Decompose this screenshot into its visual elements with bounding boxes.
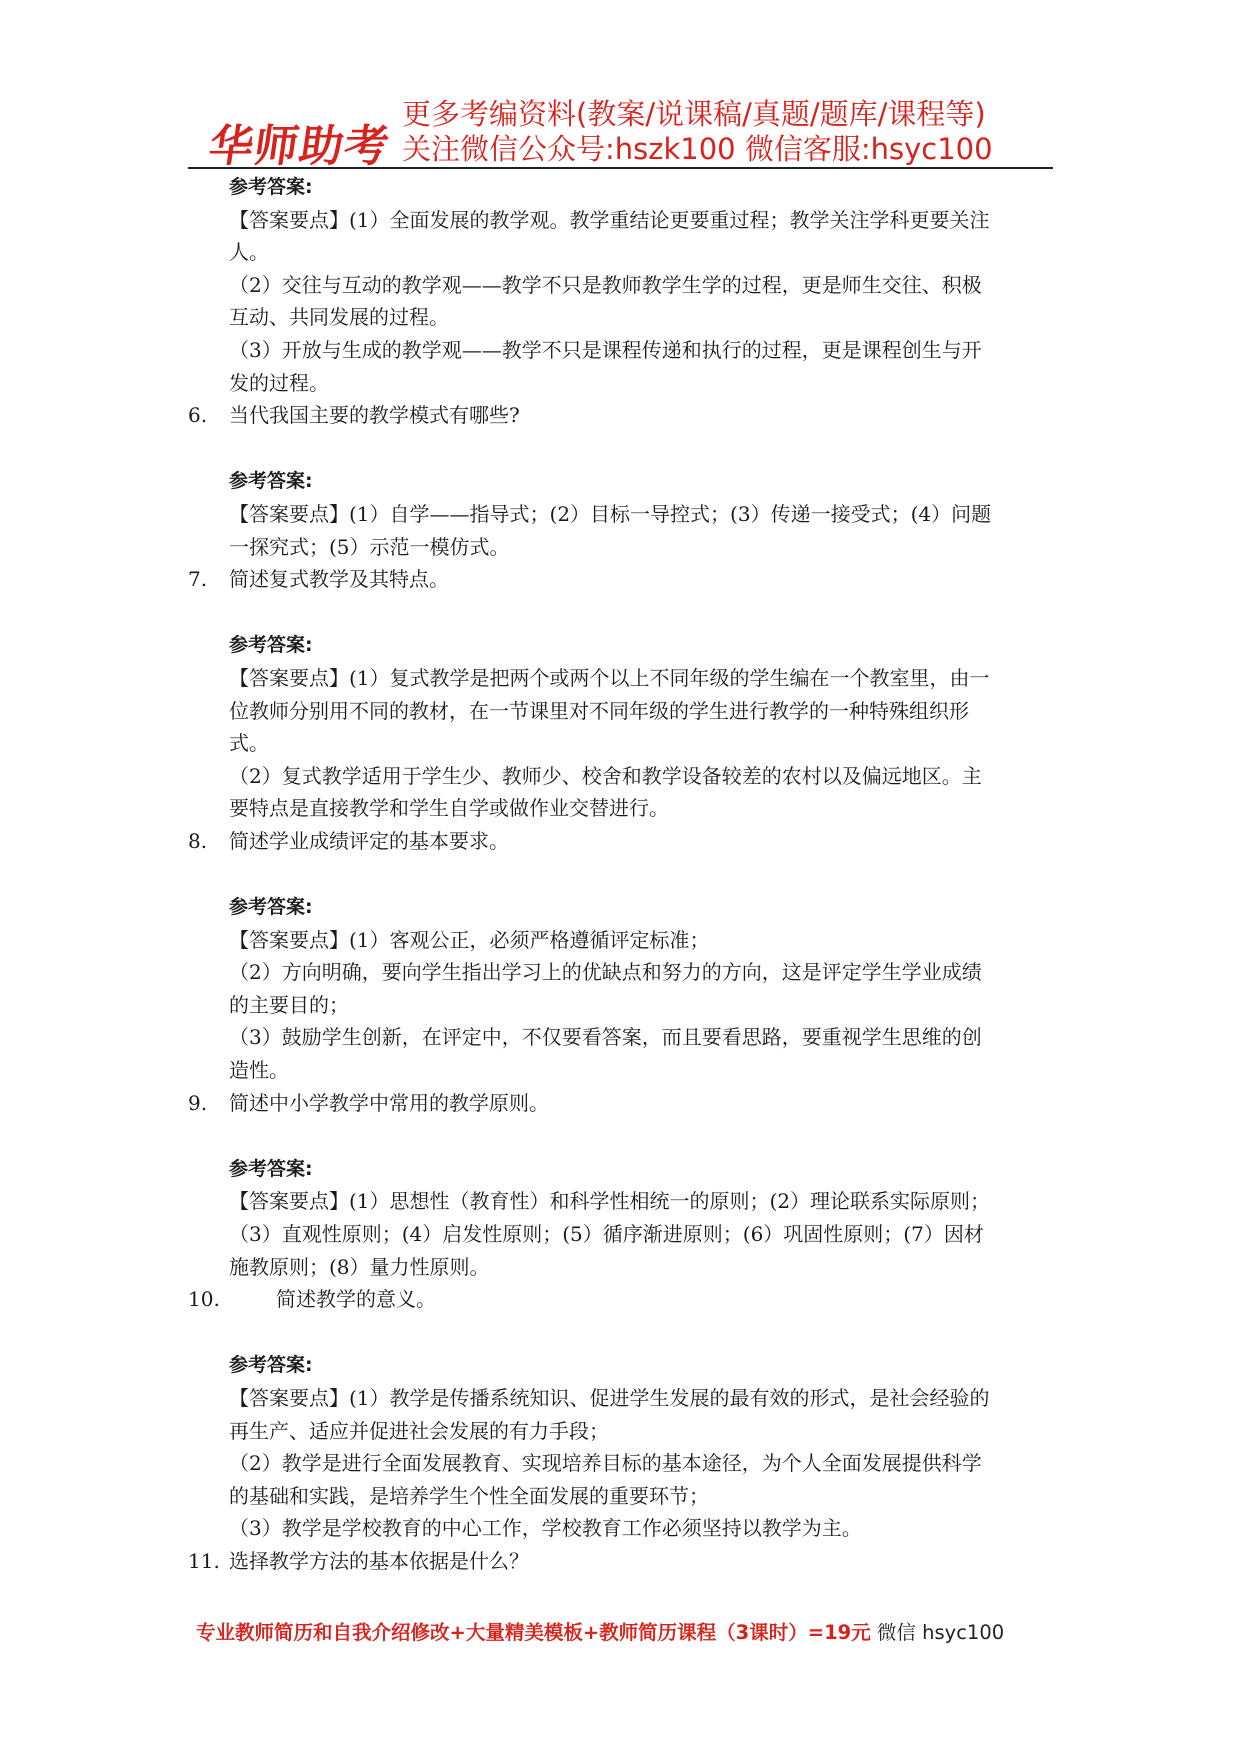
text-line: 【答案要点】(1）全面发展的教学观。教学重结论更要重过程；教学关注学科更要关注 (229, 207, 990, 232)
text-line: 互动、共同发展的过程。 (229, 305, 449, 330)
text-line: （2）交往与互动的教学观——教学不只是教师教学生学的过程，更是师生交往、积极 (229, 272, 982, 297)
text-line: （3）教学是学校教育的中心工作，学校教育工作必须坚持以教学为主。 (229, 1516, 862, 1541)
text-line: 式。 (229, 731, 269, 756)
question-text: 简述复式教学及其特点。 (229, 567, 449, 592)
question-number: 11. (188, 1548, 220, 1573)
question-number: 9. (188, 1090, 208, 1115)
answer-label: 参考答案: (229, 634, 313, 657)
question-text: 简述学业成绩评定的基本要求。 (229, 828, 509, 853)
document-body (188, 170, 1068, 1578)
text-line: 一探究式；(5）示范一模仿式。 (229, 534, 510, 559)
question-8 (188, 825, 1068, 858)
text-line: （3）直观性原则；(4）启发性原则；(5）循序渐进原则；(6）巩固性原则；(7）因材 (229, 1222, 984, 1246)
text-line: 再生产、适应并促进社会发展的有力手段； (229, 1418, 609, 1443)
text-line: 位教师分别用不同的教材，在一节课里对不同年级的学生进行教学的一种特殊组织形 (229, 698, 969, 723)
text-line: （3）鼓励学生创新，在评定中，不仅要看答案，而且要看思路，要重视学生思维的创 (229, 1025, 982, 1050)
answer-label: 参考答案: (229, 176, 313, 198)
text-line: （3）开放与生成的教学观——教学不只是课程传递和执行的过程，更是课程创生与开 (229, 337, 982, 362)
answer-label: 参考答案: (229, 470, 313, 493)
header-promo (402, 96, 993, 166)
text-line: 【答案要点】(1）思想性（教育性）和科学性相统一的原则；(2）理论联系实际原则； (229, 1189, 991, 1214)
answer-label: 参考答案: (229, 896, 313, 919)
footer-promo-text: 专业教师简历和自我介绍修改+大量精美模板+教师简历课程（3课时）=19元 (196, 1621, 871, 1644)
question-text: 简述中小学教学中常用的教学原则。 (229, 1090, 549, 1115)
footer-contact: 微信 hsyc100 (870, 1621, 1005, 1644)
question-text: 选择教学方法的基本依据是什么？ (229, 1548, 529, 1573)
footer-promo (196, 1617, 1056, 1645)
text-line: （2）方向明确，要向学生指出学习上的优缺点和努力的方向，这是评定学生学业成绩 (229, 960, 982, 985)
question-10 (188, 1283, 1068, 1316)
question-11 (188, 1545, 1068, 1578)
answer-label: 参考答案: (229, 1157, 313, 1180)
question-7 (188, 563, 1068, 596)
text-line: 【答案要点】(1）客观公正，必须严格遵循评定标准； (229, 927, 710, 952)
text-line: 【答案要点】(1）教学是传播系统知识、促进学生发展的最有效的形式，是社会经验的 (229, 1385, 990, 1410)
promo-line-2: 关注微信公众号:hszk100 微信客服:hsyc100 (402, 132, 993, 166)
question-text: 简述教学的意义。 (276, 1287, 436, 1312)
text-line: （2）教学是进行全面发展教育、实现培养目标的基本途径，为个人全面发展提供科学 (229, 1451, 982, 1476)
question-number: 10. (188, 1287, 220, 1312)
question-number: 6. (188, 403, 208, 428)
text-line: 施教原则；(8）量力性原则。 (229, 1254, 490, 1279)
question-number: 7. (188, 567, 208, 592)
header-banner (205, 92, 1050, 172)
text-line: 的主要目的； (229, 992, 349, 1017)
text-line: 发的过程。 (229, 370, 329, 395)
promo-line-1: 更多考编资料(教案/说课稿/真题/题库/课程等) (402, 97, 986, 131)
answer-label: 参考答案: (229, 1354, 313, 1377)
text-line: 造性。 (229, 1058, 289, 1083)
brand-logo: 华师助考 (205, 121, 393, 172)
text-line: 要特点是直接教学和学生自学或做作业交替进行。 (229, 796, 669, 821)
question-6 (188, 399, 1068, 432)
text-line: 的基础和实践，是培养学生个性全面发展的重要环节； (229, 1483, 709, 1508)
text-line: 【答案要点】(1）自学——指导式；(2）目标一导控式；(3）传递一接受式；(4）问题 (229, 501, 992, 526)
text-line: （2）复式教学适用于学生少、教师少、校舍和教学设备较差的农村以及偏远地区。主 (229, 763, 982, 788)
header-divider (188, 167, 1053, 169)
text-line: 【答案要点】(1）复式教学是把两个或两个以上不同年级的学生编在一个教室里，由一 (229, 665, 990, 690)
text-line: 人。 (229, 240, 269, 265)
question-9 (188, 1087, 1068, 1120)
question-number: 8. (188, 828, 208, 853)
question-text: 当代我国主要的教学模式有哪些? (229, 403, 520, 428)
